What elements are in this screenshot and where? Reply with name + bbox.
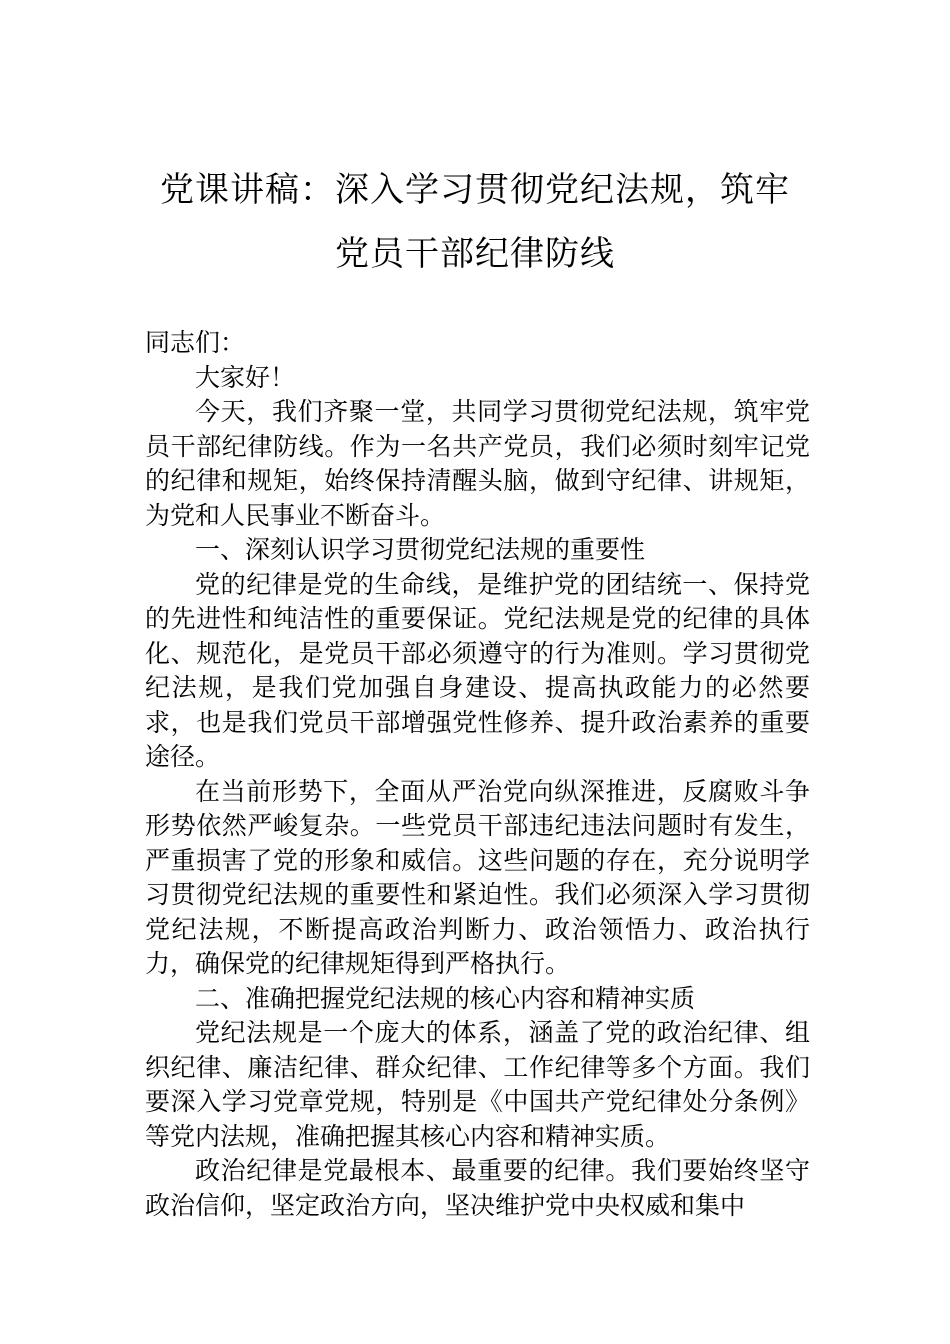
section-heading-2: 二、准确把握党纪法规的核心内容和精神实质 xyxy=(195,983,696,1013)
section-heading-1: 一、深刻认识学习贯彻党纪法规的重要性 xyxy=(195,535,646,564)
title-line-1: 党课讲稿：深入学习贯彻党纪法规，筑牢 xyxy=(160,170,790,210)
title-line-2: 党员干部纪律防线 xyxy=(335,234,615,274)
paragraph: 党的纪律是党的生命线，是维护党的团结统一、保持党的先进性和纯洁性的重要保证。党纪法规是党的纪律的具体化、规范化，是党员干部必须遵守的行为准则。学习贯彻党纪法规，是我们党加强自身建设、提高执政能力的必然要求，也是我们党员干部增强党性修养、提升政治素养的重要途径。 xyxy=(145,569,810,771)
paragraph-intro: 今天，我们齐聚一堂，共同学习贯彻党纪法规，筑牢党员干部纪律防线。作为一名共产党员，我们必须时刻牢记党的纪律和规矩，始终保持清醒头脑，做到守纪律、讲规矩，为党和人民事业不断奋斗。 xyxy=(145,397,810,530)
paragraph: 党纪法规是一个庞大的体系，涵盖了党的政治纪律、组织纪律、廉洁纪律、群众纪律、工作纪律等多个方面。我们要深入学习党章党规，特别是《中国共产党纪律处分条例》等党内法规，准确把握其核心内容和精神实质。 xyxy=(145,1018,810,1151)
paragraph: 政治纪律是党最根本、最重要的纪律。我们要始终坚守政治信仰，坚定政治方向，坚决维护党中央权威和集中 xyxy=(145,1156,810,1220)
paragraph: 在当前形势下，全面从严治党向纵深推进，反腐败斗争形势依然严峻复杂。一些党员干部违纪违法问题时有发生，严重损害了党的形象和威信。这些问题的存在，充分说明学习贯彻党纪法规的重要性和紧迫性。我们必须深入学习贯彻党纪法规，不断提高政治判断力、政治领悟力、政治执行力，确保党的纪律规矩得到严格执行。 xyxy=(145,776,810,978)
greeting: 大家好！ xyxy=(195,362,296,392)
salutation: 同志们： xyxy=(145,328,246,357)
document-title xyxy=(130,158,820,286)
document-body xyxy=(145,326,810,1223)
